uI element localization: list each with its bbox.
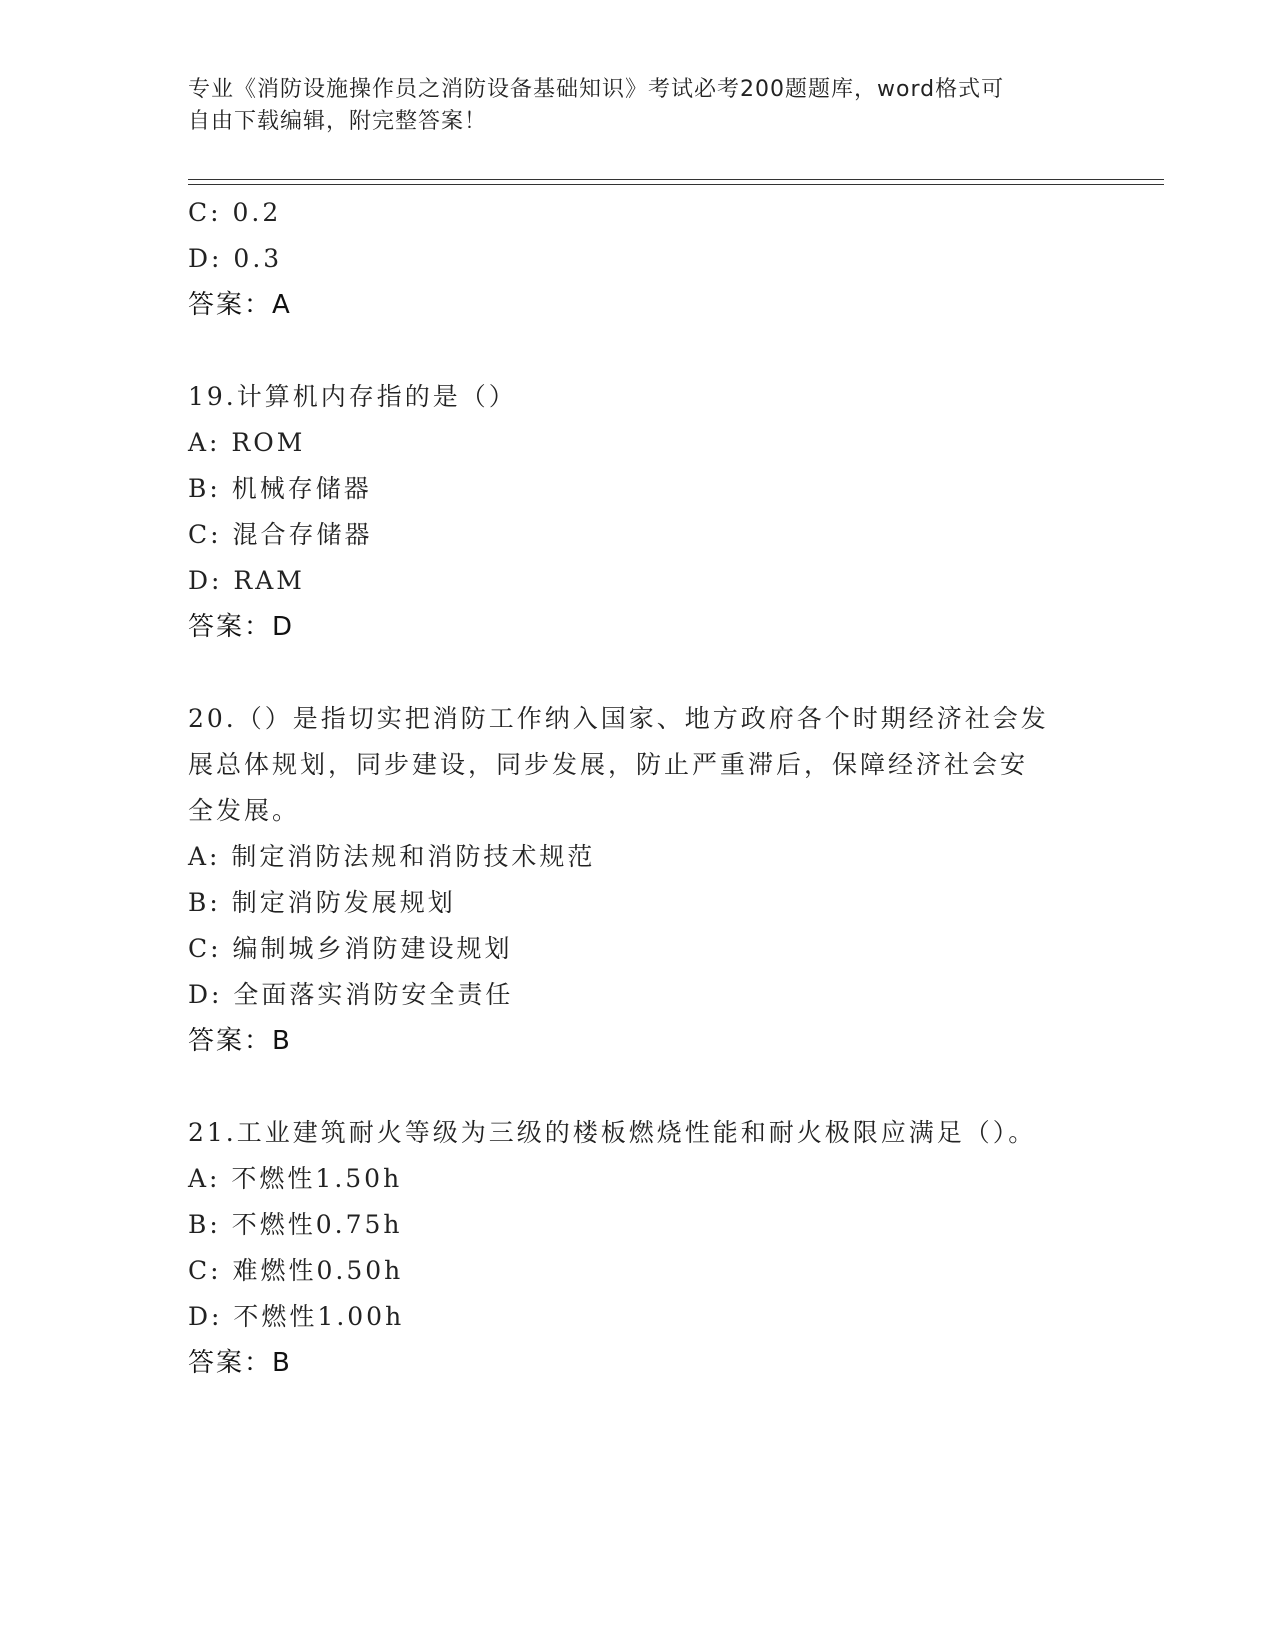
answer: 答案：B [188, 1026, 292, 1056]
question-list [188, 190, 1088, 1386]
option-d: D: 不燃性1.00h [188, 1302, 405, 1331]
question-21 [188, 1110, 1088, 1386]
option-d: D: 0.3 [188, 244, 283, 273]
option-c: C: 0.2 [188, 198, 282, 227]
spacer [188, 328, 1088, 374]
question-18 [188, 190, 1088, 328]
question-stem: 21.工业建筑耐火等级为三级的楼板燃烧性能和耐火极限应满足（）。 [188, 1118, 1037, 1147]
option-d: D: RAM [188, 566, 305, 595]
option-b: B: 不燃性0.75h [188, 1210, 403, 1239]
option-a: A: 不燃性1.50h [188, 1164, 403, 1193]
question-stem: 19.计算机内存指的是（） [188, 382, 517, 411]
document-header [188, 74, 1088, 138]
option-b: B: 机械存储器 [188, 474, 372, 503]
option-a: A: ROM [188, 428, 306, 457]
header-line-1: 专业《消防设施操作员之消防设备基础知识》考试必考200题题库，word格式可 [188, 77, 1005, 102]
header-line-2: 自由下载编辑，附完整答案！ [188, 109, 488, 134]
question-stem-line-1: 20.（）是指切实把消防工作纳入国家、地方政府各个时期经济社会发 [188, 704, 1049, 733]
answer: 答案：A [188, 290, 292, 320]
answer: 答案：B [188, 1348, 292, 1378]
spacer [188, 650, 1088, 696]
question-stem-line-3: 全发展。 [188, 796, 301, 825]
header-divider-bottom [188, 184, 1164, 185]
option-c: C: 难燃性0.50h [188, 1256, 404, 1285]
option-c: C: 混合存储器 [188, 520, 373, 549]
question-19 [188, 374, 1088, 650]
question-20 [188, 696, 1088, 1064]
header-divider-top [188, 179, 1164, 180]
option-d: D: 全面落实消防安全责任 [188, 980, 514, 1009]
answer: 答案：D [188, 612, 295, 642]
question-stem-line-2: 展总体规划，同步建设，同步发展，防止严重滞后，保障经济社会安 [188, 750, 1029, 779]
spacer [188, 1064, 1088, 1110]
option-a: A: 制定消防法规和消防技术规范 [188, 842, 596, 871]
option-b: B: 制定消防发展规划 [188, 888, 456, 917]
option-c: C: 编制城乡消防建设规划 [188, 934, 513, 963]
